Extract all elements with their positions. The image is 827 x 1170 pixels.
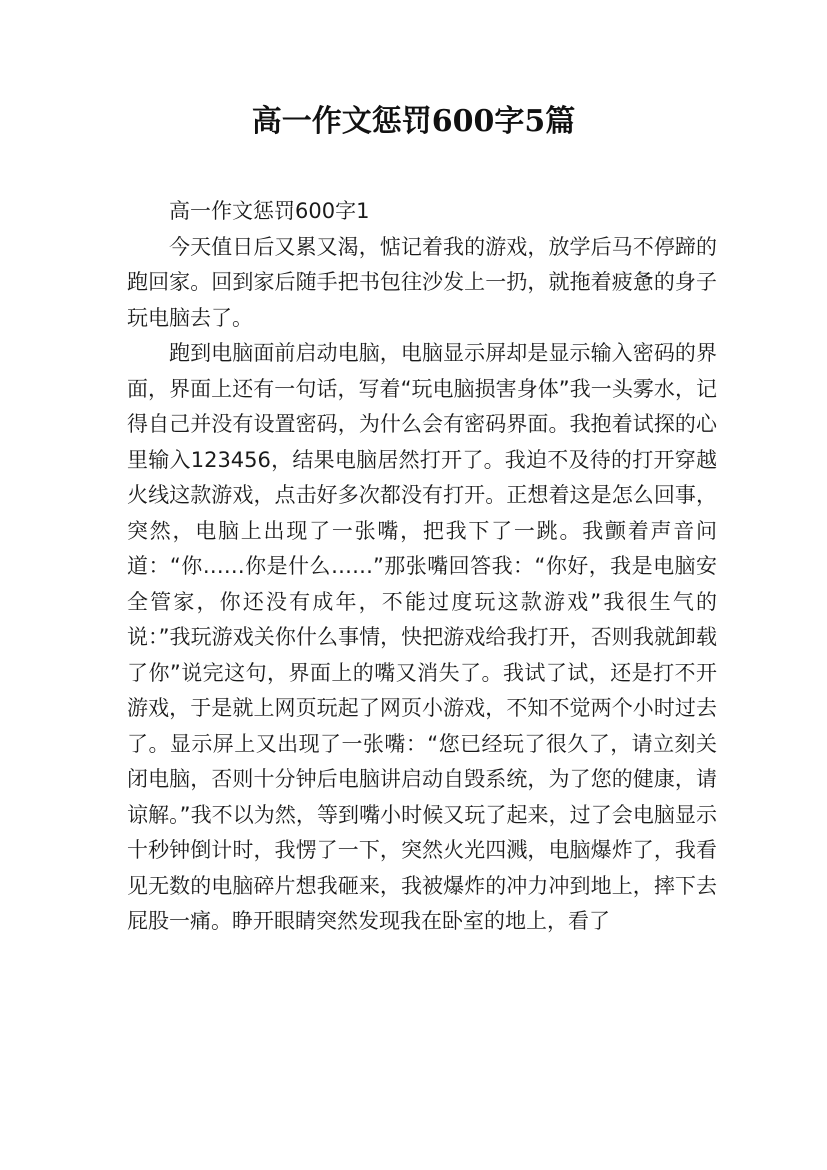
document-body	[127, 194, 717, 940]
document-title: 高一作文惩罚600字5篇	[251, 104, 576, 139]
paragraph-1: 今天值日后又累又渴，惦记着我的游戏，放学后马不停蹄的跑回家。回到家后随手把书包往沙发上一扔，就拖着疲惫的身子玩电脑去了。	[127, 234, 717, 330]
paragraph-2: 跑到电脑面前启动电脑，电脑显示屏却是显示输入密码的界面，界面上还有一句话，写着“玩电脑损害身体”我一头雾水，记得自己并没有设置密码，为什么会有密码界面。我抱着试探的心里输入123456，结果电脑居然打开了。我迫不及待的打开穿越火线这款游戏，点击好多次都没有打开。正想着这是怎么回事，突然，电脑上出现了一张嘴，把我下了一跳。我颤着声音问道：“你……你是什么……”那张嘴回答我：“你好，我是电脑安全管家，你还没有成年，不能过度玩这款游戏”我很生气的说：”我玩游戏关你什么事情，快把游戏给我打开，否则我就卸载了你”说完这句，界面上的嘴又消失了。我试了试，还是打不开游戏，于是就上网页玩起了网页小游戏，不知不觉两个小时过去了。显示屏上又出现了一张嘴：“您已经玩了很久了，请立刻关闭电脑，否则十分钟后电脑讲启动自毁系统，为了您的健康，请谅解。”我不以为然，等到嘴小时候又玩了起来，过了会电脑显示十秒钟倒计时，我愣了一下，突然火光四溅，电脑爆炸了，我看见无数的电脑碎片想我砸来，我被爆炸的冲力冲到地上，摔下去屁股一痛。睁开眼睛突然发现我在卧室的地上，看了	[127, 341, 717, 933]
section-heading: 高一作文惩罚600字1	[169, 199, 370, 223]
